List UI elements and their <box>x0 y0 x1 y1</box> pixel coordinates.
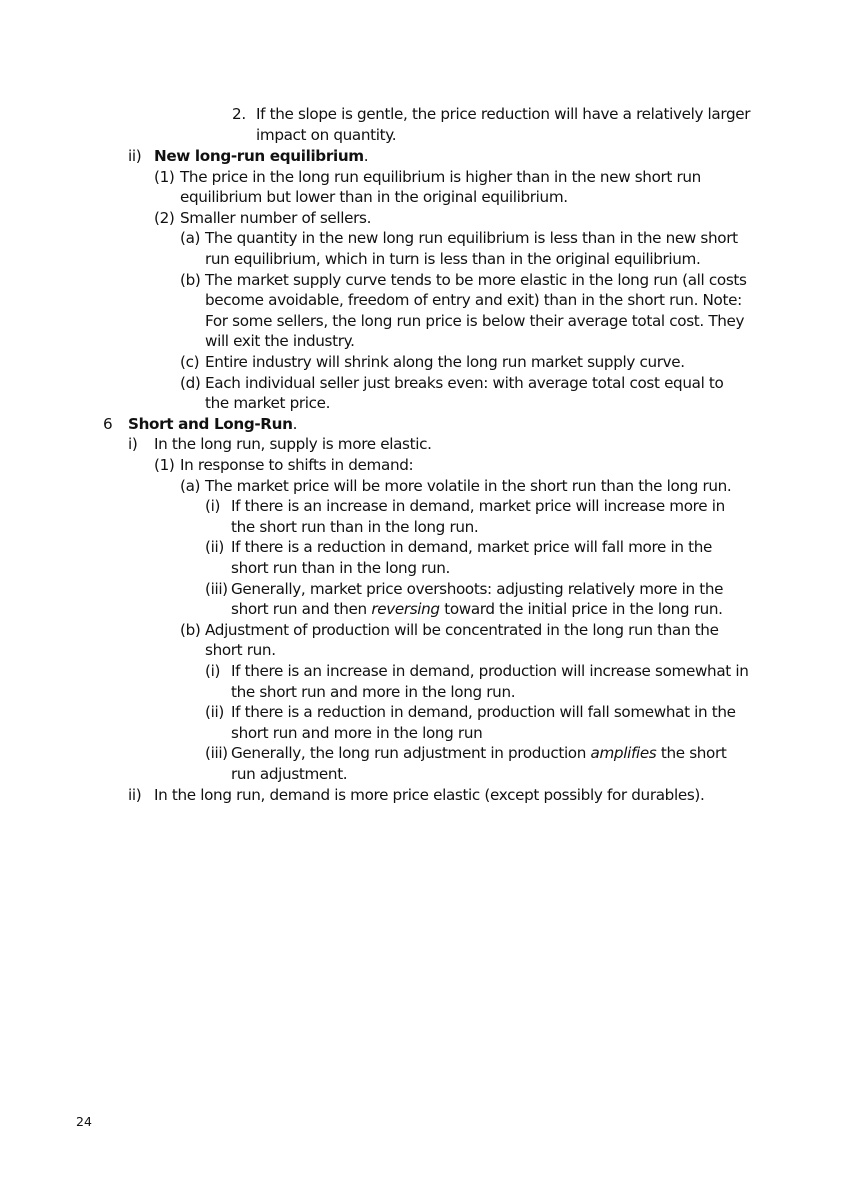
body-text-line: The quantity in the new long run equilibrium is less than in the new short <box>205 229 738 248</box>
body-text-line: The market price will be more volatile in the short run than the long run. <box>205 476 732 495</box>
list-marker: (iii) <box>205 579 228 598</box>
list-marker: (ii) <box>205 703 224 722</box>
body-text-line: short run than in the long run. <box>231 559 451 577</box>
list-marker: ii) <box>128 147 142 165</box>
body-text-line: If there is a reduction in demand, market price will fall more in the <box>231 538 713 557</box>
body-text-line: Smaller number of sellers. <box>180 208 372 227</box>
body-text-line: the market price. <box>205 394 331 413</box>
list-marker: (iii) <box>205 744 228 763</box>
body-text-line: The market supply curve tends to be more elastic in the long run (all costs <box>205 270 747 289</box>
list-marker: (a) <box>180 229 201 248</box>
list-marker: (ii) <box>205 538 224 557</box>
body-text-line: If there is an increase in demand, production will increase somewhat in <box>231 662 749 680</box>
list-marker: (d) <box>180 373 201 392</box>
body-text-line: the short run than in the long run. <box>231 517 479 536</box>
body-text-line: Adjustment of production will be concentrated in the long run than the <box>205 620 719 639</box>
body-text-line: If there is a reduction in demand, production will fall somewhat in the <box>231 703 736 722</box>
list-marker: (i) <box>205 497 221 516</box>
list-marker: (i) <box>205 662 221 680</box>
body-text-line: short run and more in the long run <box>231 723 483 742</box>
body-text-line: short run. <box>205 641 276 660</box>
list-marker: (1) <box>154 167 175 186</box>
section-heading: Short and Long-Run. <box>128 414 298 433</box>
section-heading: New long-run equilibrium. <box>154 147 369 165</box>
body-text-line: Each individual seller just breaks even: with average total cost equal to <box>205 373 724 392</box>
body-text-line: short run and then reversing toward the initial price in the long run. <box>231 600 723 619</box>
body-text-line: In response to shifts in demand: <box>180 456 414 474</box>
list-marker: (b) <box>180 270 201 289</box>
body-text-line: Entire industry will shrink along the long run market supply curve. <box>205 353 685 371</box>
body-text-line: Generally, market price overshoots: adjusting relatively more in the <box>231 579 724 598</box>
body-text-line: If the slope is gentle, the price reduction will have a relatively larger <box>256 105 751 123</box>
body-text-line: run adjustment. <box>231 765 348 783</box>
list-marker: (c) <box>180 353 200 371</box>
list-marker: (2) <box>154 208 175 227</box>
body-text-line: For some sellers, the long run price is below their average total cost. They <box>205 311 745 330</box>
body-text-line: Generally, the long run adjustment in production amplifies the short <box>231 744 727 763</box>
page-number: 24 <box>76 1114 92 1129</box>
list-marker: (1) <box>154 456 175 474</box>
list-marker: ii) <box>128 785 142 804</box>
body-text-line: In the long run, supply is more elastic. <box>154 435 432 454</box>
body-text-line: impact on quantity. <box>256 125 397 144</box>
list-marker: 2. <box>232 105 246 123</box>
body-text-line: In the long run, demand is more price elastic (except possibly for durables). <box>154 785 705 804</box>
body-text-line: the short run and more in the long run. <box>231 682 516 701</box>
list-marker: 6 <box>103 414 113 433</box>
body-text-line: will exit the industry. <box>205 332 355 351</box>
body-text-line: The price in the long run equilibrium is higher than in the new short run <box>180 167 701 186</box>
list-marker: (b) <box>180 620 201 639</box>
body-text-line: If there is an increase in demand, market price will increase more in <box>231 497 725 516</box>
body-text-line: equilibrium but lower than in the original equilibrium. <box>180 188 568 207</box>
body-text-line: run equilibrium, which in turn is less than in the original equilibrium. <box>205 250 701 268</box>
list-marker: (a) <box>180 476 201 495</box>
body-text-line: become avoidable, freedom of entry and exit) than in the short run. Note: <box>205 291 742 310</box>
list-marker: i) <box>128 435 138 454</box>
